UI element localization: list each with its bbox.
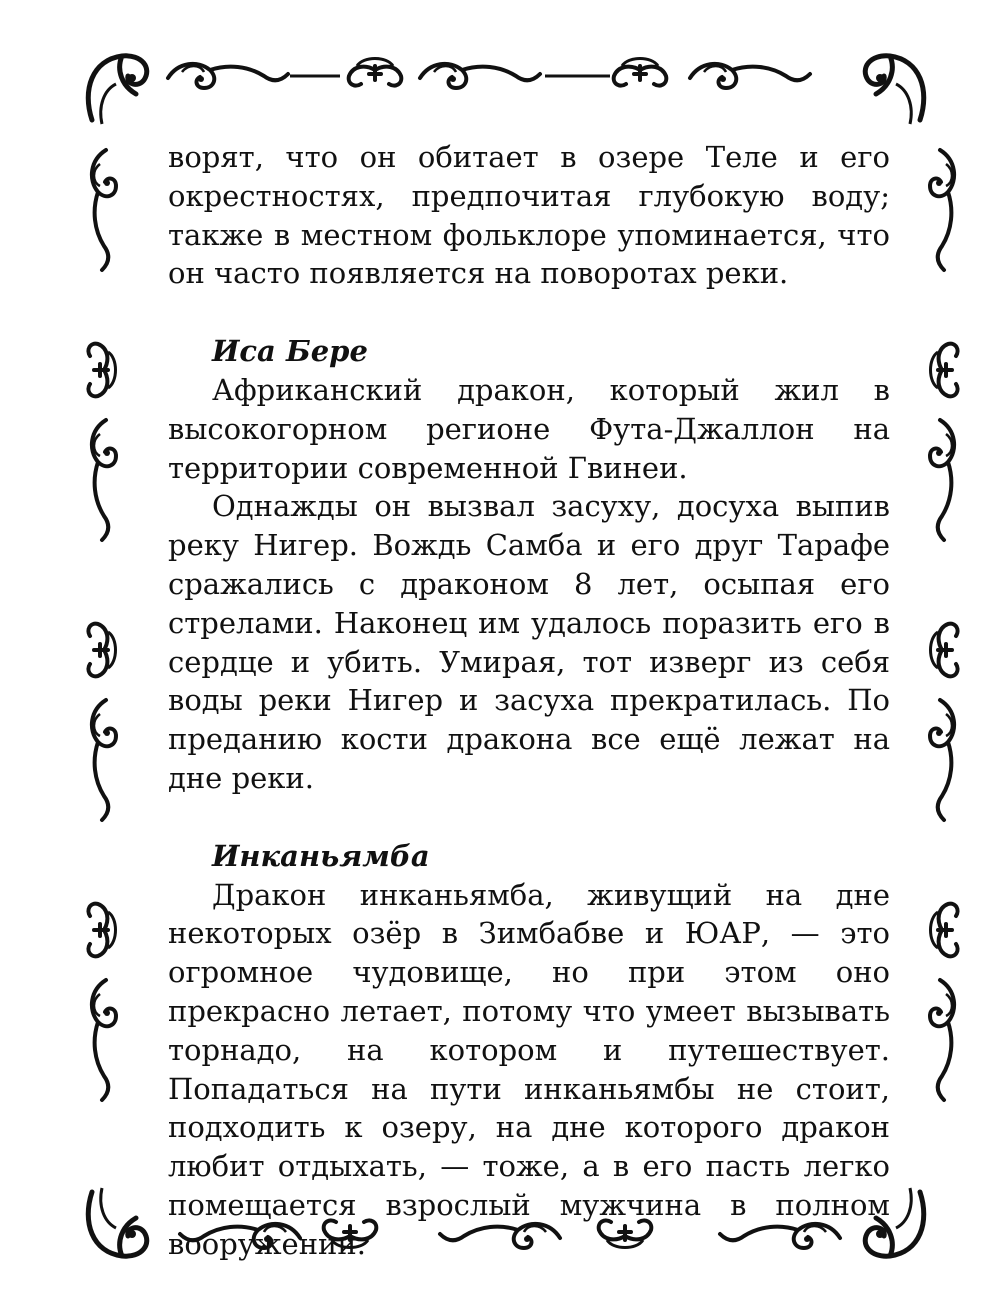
page-text [168,138,890,1264]
section-heading-isa-bere: Иса Бере [212,334,368,369]
paragraph: Дракон инканьямба, живущий на дне некоторых озёр в Зимбабве и ЮАР, — это огромное чудовище, но при этом оно прекрасно летает, потому что умеет вызывать торнадо, на котором и путешествует. Попадаться на пути инканьямбы не стоит, подходить к озеру, на дне которого дракон любит отдыхать, — тоже, а в его пасть легко помещается взрослый мужчина в полном вооружении. [168,877,890,1261]
paragraph: Африканский дракон, который жил в высокогорном регионе Фута-Джаллон на территории современной Гвинеи. [168,372,890,485]
continued-paragraph: ворят, что он обитает в озере Теле и его окрестностях, предпочитая глубокую воду; также в местном фольклоре упоминается, что он часто появляется на поворотах реки. [168,140,890,291]
paragraph: Однажды он вызвал засуху, досуха выпив реку Нигер. Вождь Самба и его друг Тарафе сражались с драконом 8 лет, осыпая его стрелами. Наконец им удалось поразить его в сердце и убить. Умирая, тот изверг из себя воды реки Нигер и засуха прекратилась. По преданию кости дракона все ещё лежат на дне реки. [168,489,890,795]
section-heading-inkanyamba: Инканьямба [212,838,430,873]
